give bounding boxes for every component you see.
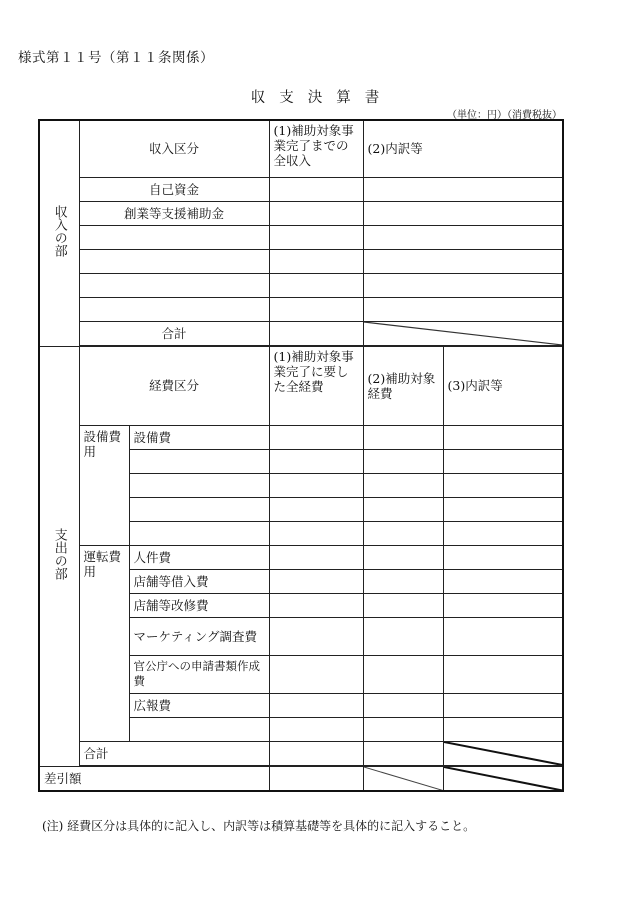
expense-row-label: 店舗等改修費 (129, 593, 269, 617)
income-row (39, 201, 563, 225)
settlement-table (38, 119, 564, 792)
expense-row-label: 官公庁への申請書類作成費 (129, 655, 269, 693)
expense-detail-cell[interactable] (443, 655, 563, 693)
diagonal-line (444, 742, 563, 765)
expense-total-eligible[interactable] (363, 741, 443, 765)
document-title: 収支決算書 (250, 90, 394, 106)
income-category-header: 収入区分 (79, 120, 269, 177)
expense-detail-cell[interactable] (443, 693, 563, 717)
balance-row (39, 766, 563, 791)
expense-total-cell[interactable] (269, 717, 363, 741)
income-row (39, 249, 563, 273)
expense-row-label[interactable] (129, 717, 269, 741)
expense-total-cell[interactable] (269, 545, 363, 569)
income-row-label[interactable] (79, 297, 269, 321)
income-row-label[interactable] (79, 225, 269, 249)
expense-detail-cell[interactable] (443, 425, 563, 449)
expense-total-cell[interactable] (269, 425, 363, 449)
expense-detail-cell[interactable] (443, 569, 563, 593)
expense-eligible-cell[interactable] (363, 617, 443, 655)
expense-section-text: 支出の部 (51, 528, 67, 580)
expense-col3-header: (3)内訳等 (443, 346, 563, 425)
income-detail-cell[interactable] (363, 297, 563, 321)
income-row-label: 創業等支援補助金 (79, 201, 269, 225)
expense-eligible-cell[interactable] (363, 593, 443, 617)
expense-detail-cell[interactable] (443, 593, 563, 617)
expense-total-cell[interactable] (269, 655, 363, 693)
income-detail-cell[interactable] (363, 225, 563, 249)
expense-eligible-cell[interactable] (363, 425, 443, 449)
income-detail-cell[interactable] (363, 249, 563, 273)
expense-eligible-cell[interactable] (363, 655, 443, 693)
expense-eligible-cell[interactable] (363, 717, 443, 741)
income-row (39, 177, 563, 201)
unit-note: （単位：円）（消費税抜） (447, 110, 562, 121)
expense-detail-cell[interactable] (443, 617, 563, 655)
expense-total-cell[interactable] (269, 593, 363, 617)
expense-row-label: 広報費 (129, 693, 269, 717)
income-total-label: 合計 (79, 321, 269, 345)
income-total-row (39, 321, 563, 345)
expense-section-label (39, 346, 79, 766)
expense-total-row (39, 741, 563, 765)
expense-eligible-cell[interactable] (363, 693, 443, 717)
expense-category-header: 経費区分 (79, 346, 269, 425)
expense-total-label: 合計 (79, 741, 269, 765)
expense-total-cell[interactable] (269, 521, 363, 545)
balance-diagonal-1 (363, 766, 443, 791)
operating-group-label: 運転費用 (79, 545, 129, 741)
income-col1-header: (1)補助対象事業完了までの全収入 (269, 120, 363, 177)
expense-row (39, 545, 563, 569)
income-amount-cell[interactable] (269, 297, 363, 321)
expense-row-label: 店舗等借入費 (129, 569, 269, 593)
income-col2-header: (2)内訳等 (363, 120, 563, 177)
expense-detail-cell[interactable] (443, 449, 563, 473)
expense-detail-cell[interactable] (443, 497, 563, 521)
expense-eligible-cell[interactable] (363, 545, 443, 569)
income-amount-cell[interactable] (269, 201, 363, 225)
income-detail-cell[interactable] (363, 177, 563, 201)
expense-row-label: マーケティング調査費 (129, 617, 269, 655)
balance-diagonal-2 (443, 766, 563, 791)
expense-total-cell[interactable] (269, 449, 363, 473)
income-row-label: 自己資金 (79, 177, 269, 201)
income-amount-cell[interactable] (269, 225, 363, 249)
expense-header-row (39, 346, 563, 425)
expense-eligible-cell[interactable] (363, 473, 443, 497)
expense-total-cell[interactable] (269, 473, 363, 497)
income-row-label[interactable] (79, 273, 269, 297)
expense-detail-cell[interactable] (443, 521, 563, 545)
income-total-diagonal (363, 321, 563, 345)
expense-col2-header: (2)補助対象経費 (363, 346, 443, 425)
income-amount-cell[interactable] (269, 273, 363, 297)
expense-row-label[interactable] (129, 449, 269, 473)
income-row (39, 225, 563, 249)
expense-row (39, 425, 563, 449)
expense-total-cell[interactable] (269, 569, 363, 593)
expense-detail-cell[interactable] (443, 545, 563, 569)
expense-detail-cell[interactable] (443, 717, 563, 741)
expense-eligible-cell[interactable] (363, 569, 443, 593)
balance-amount[interactable] (269, 766, 363, 791)
expense-total-amount[interactable] (269, 741, 363, 765)
expense-detail-cell[interactable] (443, 473, 563, 497)
diagonal-line (444, 767, 563, 791)
expense-row-label[interactable] (129, 473, 269, 497)
income-section-text: 収入の部 (51, 205, 67, 258)
expense-eligible-cell[interactable] (363, 497, 443, 521)
expense-total-cell[interactable] (269, 693, 363, 717)
income-row (39, 273, 563, 297)
diagonal-line (364, 322, 563, 345)
income-detail-cell[interactable] (363, 201, 563, 225)
expense-eligible-cell[interactable] (363, 449, 443, 473)
expense-row-label[interactable] (129, 497, 269, 521)
expense-total-cell[interactable] (269, 497, 363, 521)
income-row (39, 297, 563, 321)
expense-total-cell[interactable] (269, 617, 363, 655)
expense-row-label: 人件費 (129, 545, 269, 569)
income-header-row (39, 120, 563, 177)
footnote: (注) 経費区分は具体的に記入し、内訳等は積算基礎等を具体的に記入すること。 (42, 819, 476, 833)
income-section-label (39, 120, 79, 346)
income-row-label[interactable] (79, 249, 269, 273)
equipment-group-label: 設備費用 (79, 425, 129, 545)
expense-eligible-cell[interactable] (363, 521, 443, 545)
balance-label: 差引額 (39, 766, 269, 791)
income-detail-cell[interactable] (363, 273, 563, 297)
income-amount-cell[interactable] (269, 177, 363, 201)
expense-total-diagonal (443, 741, 563, 765)
income-total-amount[interactable] (269, 321, 363, 345)
income-amount-cell[interactable] (269, 249, 363, 273)
expense-row-label: 設備費 (129, 425, 269, 449)
expense-row-label[interactable] (129, 521, 269, 545)
form-number: 様式第１１号（第１１条関係） (18, 50, 214, 66)
diagonal-line (364, 767, 443, 791)
expense-col1-header: (1)補助対象事業完了に要した全経費 (269, 346, 363, 425)
